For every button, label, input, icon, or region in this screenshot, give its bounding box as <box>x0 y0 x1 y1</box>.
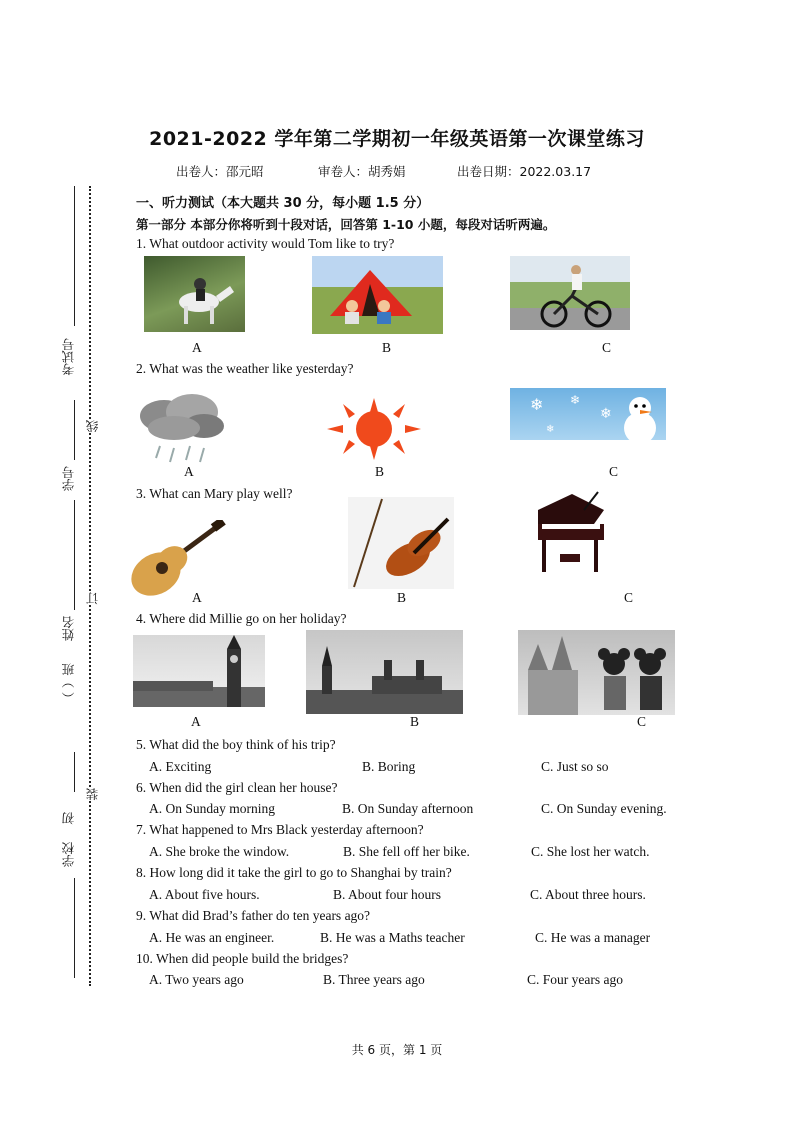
question-2: 2. What was the weather like yesterday? <box>136 361 354 376</box>
school-blank <box>74 878 75 978</box>
q9-option-b: B. He was a Maths teacher <box>320 930 465 945</box>
q10-option-c: C. Four years ago <box>527 972 623 987</box>
page-title: 2021-2022 学年第二学期初一年级英语第一次课堂练习 <box>149 128 645 150</box>
violin-icon <box>348 497 454 589</box>
q6-option-c: C. On Sunday evening. <box>541 801 667 816</box>
q8-option-b: B. About four hours <box>333 887 441 902</box>
q9-option-a: A. He was an engineer. <box>149 930 275 945</box>
question-1: 1. What outdoor activity would Tom like to try? <box>136 236 395 251</box>
q9-option-c: C. He was a manager <box>535 930 651 945</box>
q6-option-a: A. On Sunday morning <box>149 801 275 816</box>
disneyland-image <box>518 630 675 715</box>
q4-label-b: B <box>410 714 420 729</box>
margin-student-no: 学号 <box>61 466 76 491</box>
q1-label-b: B <box>382 340 392 355</box>
part-1-instructions: 第一部分 本部分你将听到十段对话，回答第 1-10 小题，每段对话听两遍。 <box>136 217 556 232</box>
q2-label-b: B <box>375 464 385 479</box>
date-line: 出卷日期：2022.03.17 <box>457 164 592 179</box>
margin-ding: 订 <box>85 592 100 605</box>
svg-text:❄: ❄ <box>530 397 544 414</box>
piano-icon <box>532 490 610 580</box>
question-6: 6. When did the girl clean her house? <box>136 780 338 795</box>
section-1-heading: 一、听力测试（本大题共 30 分，每小题 1.5 分） <box>136 196 430 211</box>
question-4: 4. Where did Millie go on her holiday? <box>136 611 347 626</box>
q5-option-b: B. Boring <box>362 759 416 774</box>
q6-option-b: B. On Sunday afternoon <box>342 801 474 816</box>
page-footer: 共 6 页，第 1 页 <box>351 1043 443 1057</box>
guitar-icon <box>122 520 226 598</box>
big-ben-image <box>133 635 265 707</box>
cycling-image <box>510 256 630 330</box>
q10-option-a: A. Two years ago <box>149 972 244 987</box>
author-line: 出卷人：邵元昭 <box>176 164 264 179</box>
margin-name: 姓名 <box>61 616 76 641</box>
q5-option-c: C. Just so so <box>541 759 609 774</box>
q2-label-a: A <box>184 464 194 479</box>
moscow-square-image <box>306 630 463 714</box>
q10-option-b: B. Three years ago <box>323 972 425 987</box>
q5-option-a: A. Exciting <box>149 759 212 774</box>
q4-label-c: C <box>637 714 647 729</box>
question-8: 8. How long did it take the girl to go to Shanghai by train? <box>136 865 452 880</box>
camping-tent-image <box>312 256 443 334</box>
q1-label-c: C <box>602 340 612 355</box>
question-10: 10. When did people build the bridges? <box>136 951 349 966</box>
binding-dotted-line <box>89 186 91 986</box>
reviewer-line: 审卷人：胡秀娟 <box>318 164 406 179</box>
svg-text:❄: ❄ <box>570 393 581 407</box>
margin-zhuang: 装 <box>85 788 100 801</box>
q7-option-b: B. She fell off her bike. <box>343 844 470 859</box>
exam-no-blank <box>74 186 75 326</box>
q7-option-c: C. She lost her watch. <box>531 844 650 859</box>
rain-cloud-icon <box>134 390 230 470</box>
q7-option-a: A. She broke the window. <box>149 844 290 859</box>
margin-exam-no: 考试号 <box>61 338 76 376</box>
snow-scene-image <box>510 388 666 458</box>
horse-riding-image <box>144 256 245 332</box>
q8-option-a: A. About five hours. <box>149 887 260 902</box>
question-3: 3. What can Mary play well? <box>136 486 293 501</box>
question-7: 7. What happened to Mrs Black yesterday afternoon? <box>136 822 424 837</box>
class-blank <box>74 752 75 792</box>
student-no-blank <box>74 400 75 460</box>
q3-label-b: B <box>397 590 407 605</box>
sun-icon <box>327 398 421 460</box>
name-blank <box>74 500 75 610</box>
margin-xian: 线 <box>85 420 100 433</box>
margin-school: 学校 <box>61 842 76 867</box>
q4-label-a: A <box>191 714 201 729</box>
q2-label-c: C <box>609 464 619 479</box>
q8-option-c: C. About three hours. <box>530 887 646 902</box>
q1-label-a: A <box>192 340 202 355</box>
svg-text:❄: ❄ <box>546 424 555 435</box>
svg-text:❄: ❄ <box>600 407 612 422</box>
question-9: 9. What did Brad’s father do ten years ago? <box>136 908 371 923</box>
margin-grade: 初 <box>61 812 76 825</box>
q3-label-a: A <box>192 590 202 605</box>
question-5: 5. What did the boy think of his trip? <box>136 737 336 752</box>
q3-label-c: C <box>624 590 634 605</box>
margin-class: （ ）班 <box>61 663 76 705</box>
